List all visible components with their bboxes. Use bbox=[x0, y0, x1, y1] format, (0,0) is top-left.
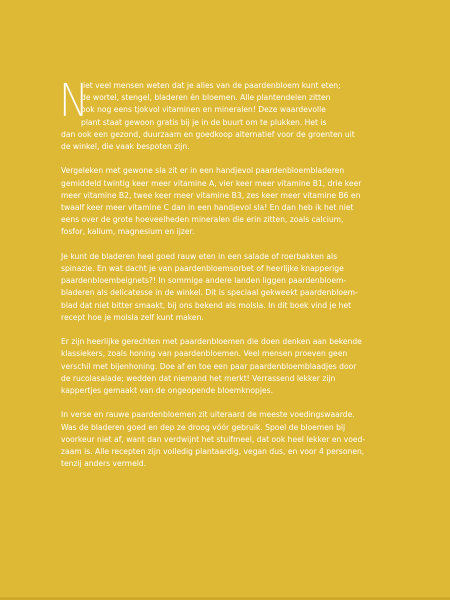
text-line: ook nog eens tjokvol vitaminen en mineralen! Deze waardevolle bbox=[81, 105, 326, 115]
paragraph-leaves bbox=[61, 251, 396, 324]
text-line: voorkeur niet af, want dan verdwijnt het stuifmeel, dat ook heel lekker en voed- bbox=[61, 434, 366, 444]
text-line: Was de bladeren goed en dep ze droog vóór gebruik. Spoel de bloemen bij bbox=[61, 422, 346, 432]
text-line: paardenbloembeignets?! In sommige andere landen liggen paardenbloem- bbox=[61, 276, 347, 286]
text-line: iet veel mensen weten dat je alles van de paardenbloem kunt eten; bbox=[83, 81, 341, 90]
text-line: de rucolasalade; wedden dat niemand het merkt! Verrassend lekker zijn bbox=[61, 373, 336, 383]
intro-paragraph bbox=[59, 74, 396, 153]
paragraph-vitamins bbox=[61, 165, 396, 238]
text-line: twaalf keer meer vitamine C dan in een handjevol sla! En dan heb ik het niet bbox=[61, 203, 354, 213]
text-line: de winkel, die vaak bespoten zijn. bbox=[61, 142, 190, 152]
text-line: In verse en rauwe paardenbloemen zit uiteraard de meeste voedingswaarde. bbox=[61, 410, 355, 420]
text-line: bladeren als delicatesse in de winkel. Dit is speciaal gekweekt paardenbloem- bbox=[61, 288, 358, 298]
drop-cap: N bbox=[59, 74, 89, 127]
text-line: Je kunt de bladeren heel goed rauw eten in een salade of roerbakken als bbox=[61, 251, 338, 261]
text-line: spinazie. En wat dacht je van paardenbloemsorbet of heerlijke knapperige bbox=[61, 264, 344, 274]
text-line: blad dat niet bitter smaakt, bij ons bekend als molsla. In dit boek vind je het bbox=[61, 300, 352, 310]
text-line: gemiddeld twintig keer meer vitamine A, vier keer meer vitamine B1, drie keer bbox=[61, 178, 362, 188]
text-line: eens over de grote hoeveelheden mineralen die erin zitten, zoals calcium, bbox=[61, 215, 344, 225]
text-line: plant staat gewoon gratis bij je in de buurt om te plukken. Het is bbox=[81, 117, 327, 127]
text-line: de wortel, stengel, bladeren én bloemen. Alle plantendelen zitten bbox=[81, 93, 331, 103]
text-line: zaam is. Alle recepten zijn volledig plantaardig, vegan dus, en voor 4 personen, bbox=[61, 447, 365, 457]
text-line: kappertjes gemaakt van de ongeopende bloemknopjes. bbox=[61, 386, 274, 396]
text-line: dan ook een gezond, duurzaam en goedkoop alternatief voor de groenten uit bbox=[61, 129, 355, 139]
text-line: Vergeleken met gewone sla zit er in een handjevol paardenbloembladeren bbox=[61, 166, 345, 176]
text-line: tenzij anders vermeld. bbox=[61, 459, 147, 469]
text-line: meer vitamine B2, twee keer meer vitamine B3, zes keer meer vitamine B6 en bbox=[61, 190, 361, 200]
paragraph-recipes bbox=[61, 336, 396, 397]
text-line: fosfor, kalium, magnesium en ijzer. bbox=[61, 227, 195, 237]
paragraph-preparation bbox=[61, 409, 396, 470]
text-line: verschil met bijenhoning. Doe af en toe een paar paardenbloemblaadjes door bbox=[61, 361, 357, 371]
text-line: klassiekers, zoals honing van paardenbloemen. Veel mensen proeven geen bbox=[61, 349, 348, 359]
text-line: Er zijn heerlijke gerechten met paardenbloemen die doen denken aan bekende bbox=[61, 337, 362, 347]
text-line: recept hoe je molsla zelf kunt maken. bbox=[61, 312, 204, 322]
article-text bbox=[59, 74, 396, 483]
